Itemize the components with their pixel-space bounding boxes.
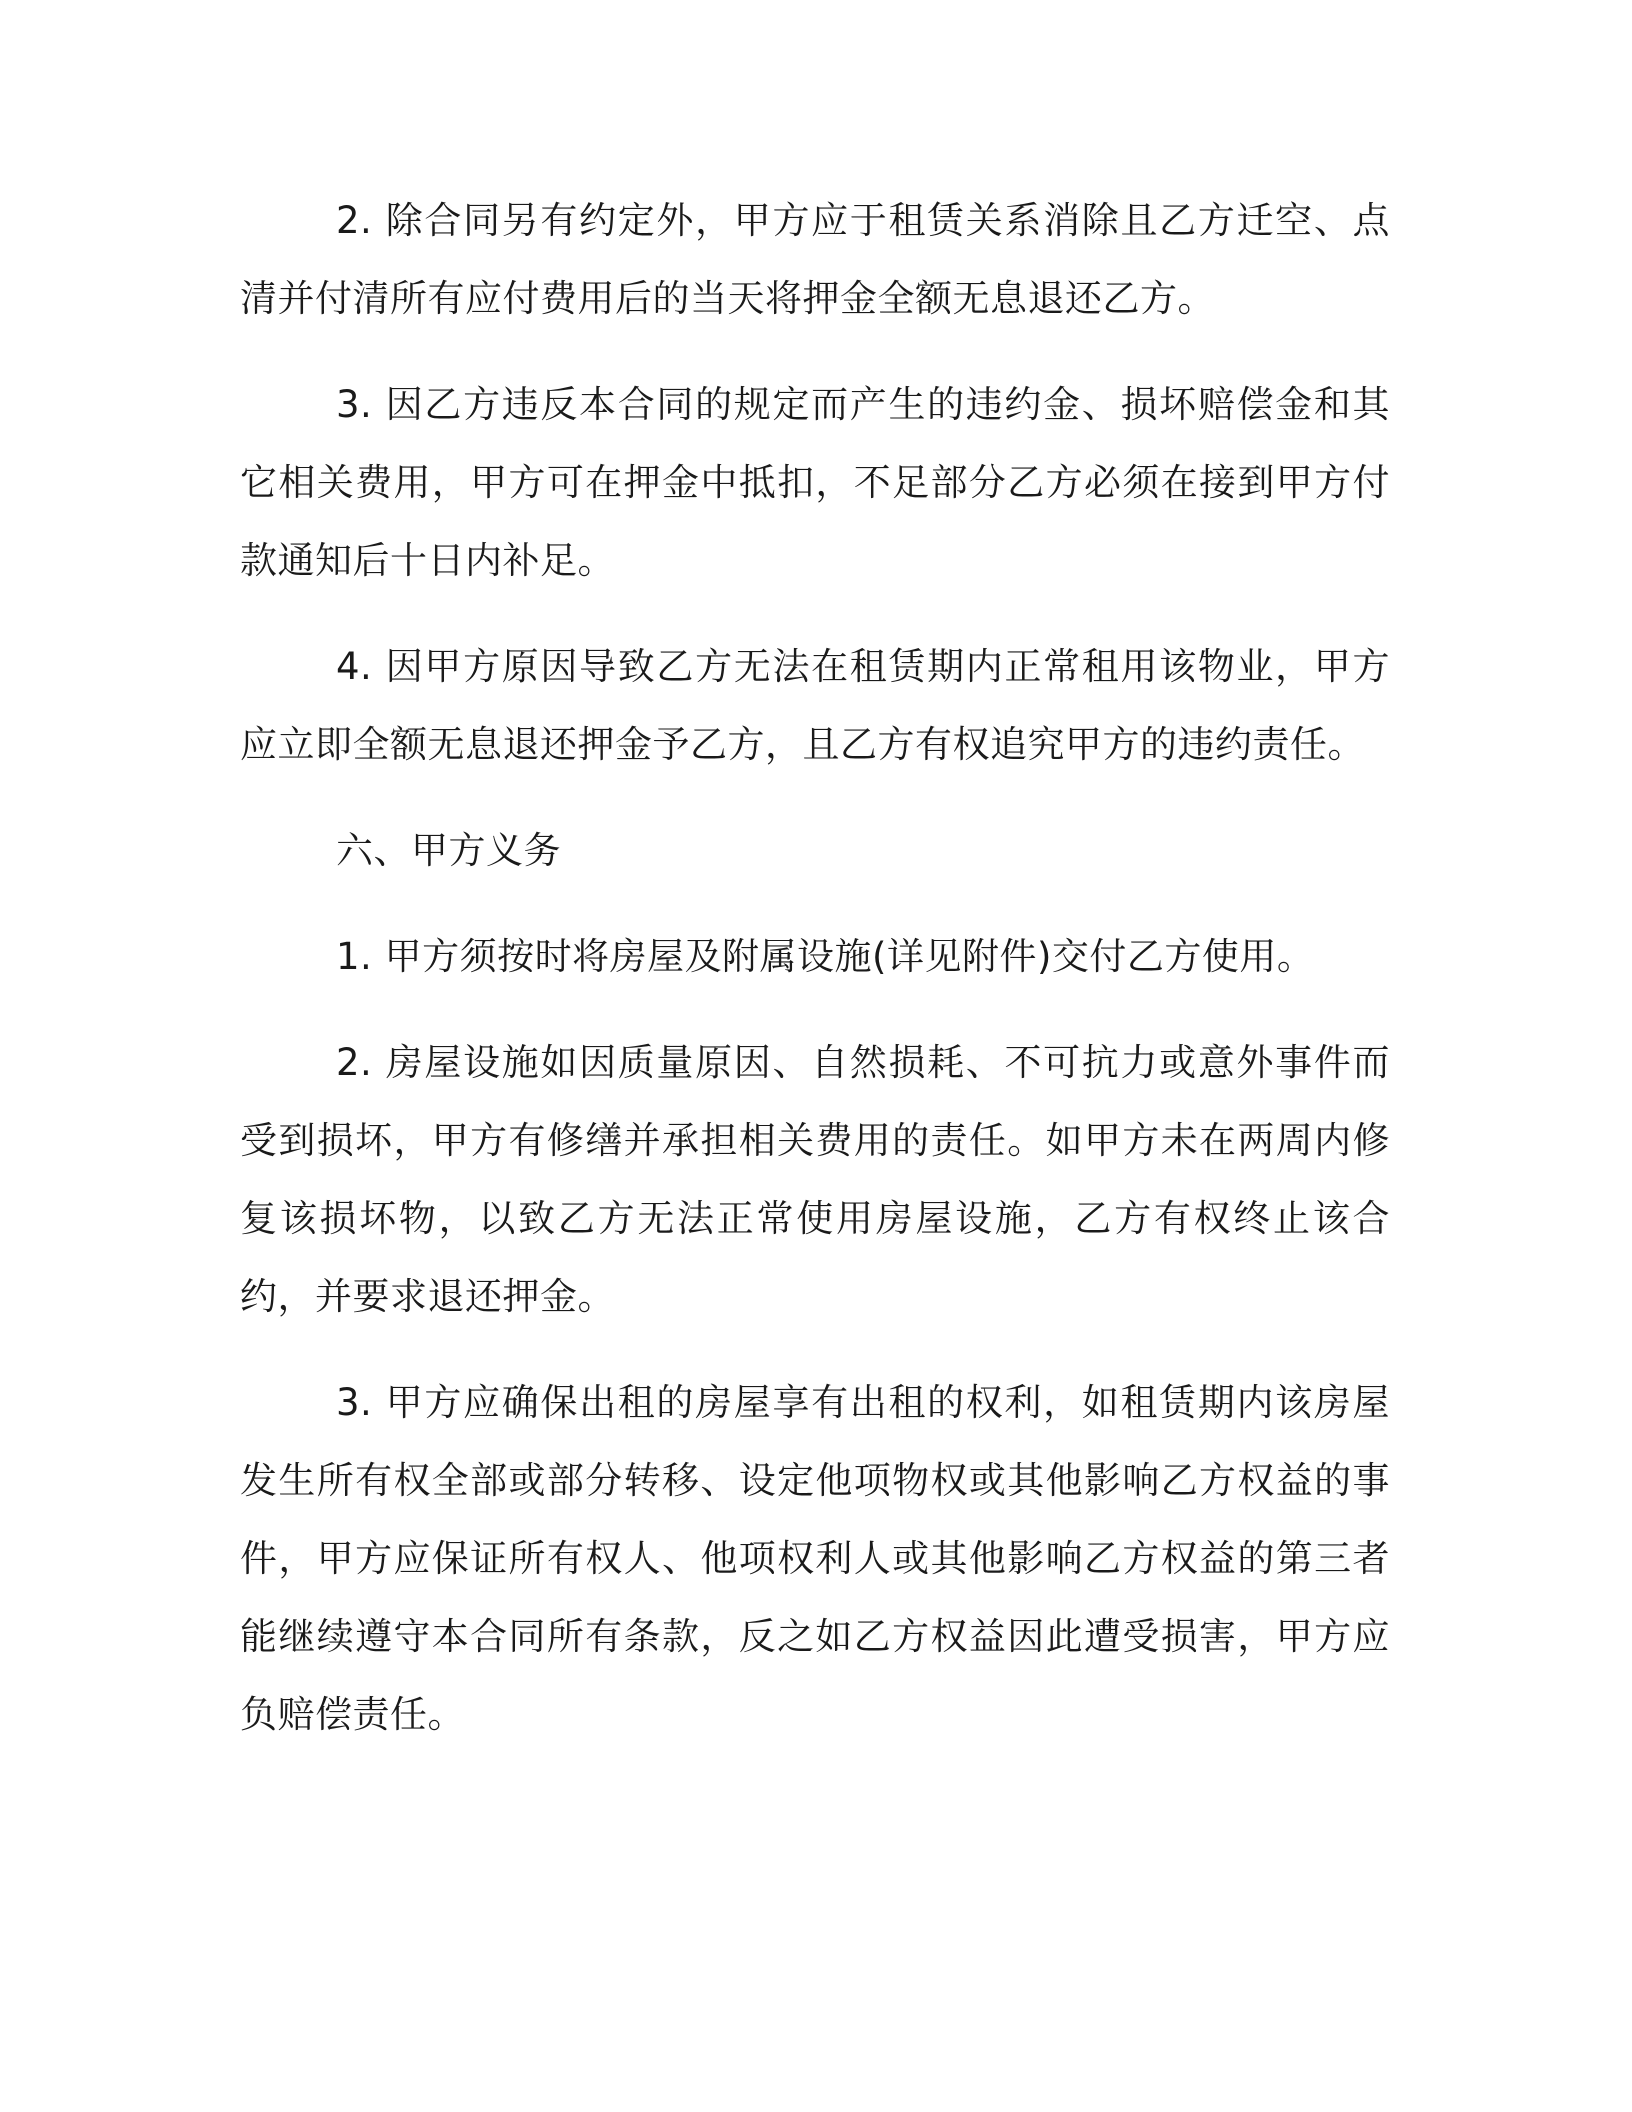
obligation-paragraph: 3. 甲方应确保出租的房屋享有出租的权利，如租赁期内该房屋发生所有权全部或部分转移、设定他项物权或其他影响乙方权益的事件，甲方应保证所有权人、他项权利人或其他影响乙方权益的第三者能继续遵守本合同所有条款，反之如乙方权益因此遭受损害，甲方应负赔偿责任。 <box>240 1381 1390 1736</box>
obligation-paragraph: 2. 房屋设施如因质量原因、自然损耗、不可抗力或意外事件而受到损坏，甲方有修缮并承担相关费用的责任。如甲方未在两周内修复该损坏物，以致乙方无法正常使用房屋设施，乙方有权终止该合约，并要求退还押金。 <box>240 1041 1390 1318</box>
section-heading: 六、甲方义务 <box>336 829 561 872</box>
clause-paragraph: 3. 因乙方违反本合同的规定而产生的违约金、损坏赔偿金和其它相关费用，甲方可在押金中抵扣，不足部分乙方必须在接到甲方付款通知后十日内补足。 <box>240 383 1390 582</box>
document-body <box>240 182 1390 1782</box>
clause-paragraph: 4. 因甲方原因导致乙方无法在租赁期内正常租用该物业，甲方应立即全额无息退还押金予乙方，且乙方有权追究甲方的违约责任。 <box>240 645 1390 766</box>
clause-paragraph: 2. 除合同另有约定外，甲方应于租赁关系消除且乙方迁空、点清并付清所有应付费用后的当天将押金全额无息退还乙方。 <box>240 199 1390 320</box>
obligation-paragraph: 1. 甲方须按时将房屋及附属设施(详见附件)交付乙方使用。 <box>336 935 1315 978</box>
